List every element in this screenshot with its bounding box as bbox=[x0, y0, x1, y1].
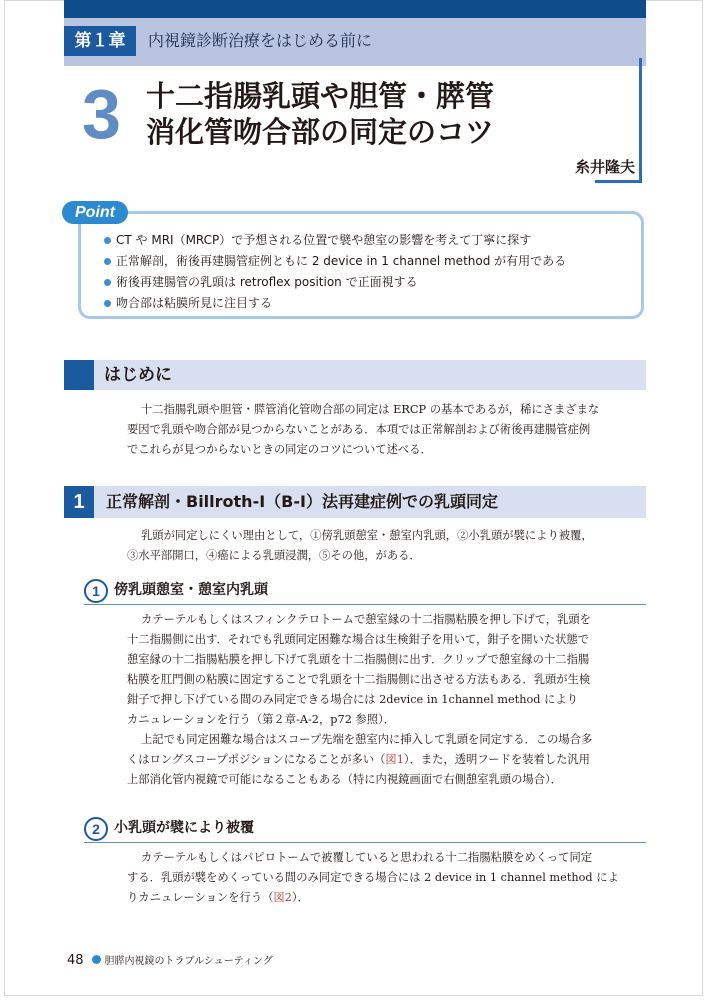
text-line bbox=[127, 750, 647, 770]
text-line: 十二指腸乳頭や胆管・膵管消化管吻合部の同定は ERCP の基本であるが，稀にさまざまな bbox=[141, 403, 600, 416]
chapter-label: 第１章 bbox=[64, 26, 136, 56]
chapter-title: 内視鏡診断治療をはじめる前に bbox=[148, 31, 373, 50]
intro-heading bbox=[64, 360, 646, 390]
point-item: CT や MRI（MRCP）で予想される位置で襞や憩室の影響を考えて丁寧に探す bbox=[104, 230, 566, 251]
figure-2-link[interactable]: 図2 bbox=[273, 891, 292, 904]
point-item: 正常解剖，術後再建腸管症例ともに 2 device in 1 channel method が有用である bbox=[104, 251, 566, 272]
page-number: 48 bbox=[67, 953, 84, 968]
text-line: 粘膜を肛門側の粘膜に固定することで乳頭を十二指腸側に出させる方法もある．乳頭が生検 bbox=[127, 673, 591, 686]
subsection-number: 2 bbox=[84, 817, 108, 841]
text-fragment: くはロングスコープポジションになることが多い（ bbox=[127, 753, 386, 766]
text-line: 鉗子で押し下げている間のみ同定できる場合には 2device in 1channel method により bbox=[127, 693, 579, 706]
point-tag: Point bbox=[62, 201, 128, 224]
text-fragment: ）． bbox=[291, 891, 309, 904]
section-1-paragraph bbox=[127, 526, 647, 566]
intro-paragraph bbox=[127, 400, 647, 460]
chapter-top-bar bbox=[64, 0, 646, 18]
bullet-icon bbox=[92, 955, 101, 964]
title-rule-vertical bbox=[639, 58, 642, 183]
text-line: カテーテルもしくはスフィンクテロトームで憩室縁の十二指腸粘膜を押し下げて，乳頭を bbox=[141, 613, 591, 626]
subsection-2-heading-text: 小乳頭が襞により被覆 bbox=[114, 820, 254, 836]
article-number: 3 bbox=[82, 75, 121, 153]
point-list bbox=[104, 230, 566, 314]
text-line: 要因で乳頭や吻合部が見つからないことがある．本項では正常解剖および術後再建腸管症例 bbox=[127, 423, 591, 436]
page-footer bbox=[67, 953, 273, 970]
heading-marker bbox=[64, 360, 94, 390]
subsection-number: 1 bbox=[84, 579, 108, 603]
point-item: 吻合部は粘膜所見に注目する bbox=[104, 293, 566, 314]
subsection-2-heading bbox=[84, 816, 646, 843]
text-fragment: りカニュレーションを行う（ bbox=[127, 891, 274, 904]
title-rule-horizontal bbox=[595, 180, 642, 183]
text-line: 上部消化管内視鏡で可能になることもある（特に内視鏡画面で右側憩室乳頭の場合）． bbox=[127, 773, 562, 786]
text-line: カテーテルもしくはパピロトームで被覆していると思われる十二指腸粘膜をめくって同定 bbox=[141, 851, 593, 864]
point-item: 術後再建腸管の乳頭は retroflex position で正面視する bbox=[104, 272, 566, 293]
article-title-line-2: 消化管吻合部の同定のコツ bbox=[146, 115, 495, 149]
section-1-heading bbox=[64, 486, 646, 518]
subsection-1-heading-text: 傍乳頭憩室・憩室内乳頭 bbox=[114, 582, 268, 598]
text-line: ③水平部開口，④癌による乳頭浸潤，⑤その他，がある． bbox=[127, 549, 421, 562]
subsection-2-paragraph bbox=[127, 848, 647, 908]
text-fragment: ）．また，透明フードを装着した汎用 bbox=[403, 753, 590, 766]
text-line bbox=[127, 888, 647, 908]
section-number: 1 bbox=[64, 486, 94, 518]
intro-heading-text: はじめに bbox=[104, 365, 172, 385]
text-line: でこれらが見つからないときの同定のコツについて述べる． bbox=[127, 443, 432, 456]
text-line: 上記でも同定困難な場合はスコープ先端を憩室内に挿入して乳頭を同定する．この場合多 bbox=[141, 733, 593, 746]
text-line: する．乳頭が襞をめくっている間のみ同定できる場合には 2 device in 1 channel method によ bbox=[127, 871, 619, 884]
text-line: カニュレーションを行う（第２章-A-2，p72 参照）． bbox=[127, 713, 396, 726]
subsection-1-heading bbox=[84, 578, 646, 605]
figure-1-link[interactable]: 図1 bbox=[385, 753, 404, 766]
text-line: 乳頭が同定しにくい理由として，①傍乳頭憩室・憩室内乳頭，②小乳頭が襞により被覆， bbox=[141, 529, 593, 542]
article-title-line-1: 十二指腸乳頭や胆管・膵管 bbox=[146, 79, 495, 113]
subsection-1-paragraph bbox=[127, 610, 647, 790]
author-name: 糸井隆夫 bbox=[574, 158, 635, 176]
book-title: 胆膵内視鏡のトラブルシューティング bbox=[104, 956, 273, 967]
section-1-heading-text: 正常解剖・Billroth-Ⅰ（B-Ⅰ）法再建症例での乳頭同定 bbox=[106, 492, 498, 511]
text-line: 憩室縁の十二指腸粘膜を押し下げて乳頭を十二指腸側に出す．クリップで憩室縁の十二指腸 bbox=[127, 653, 590, 666]
text-line: 十二指腸側に出す．それでも乳頭同定困難な場合は生検鉗子を用いて，鉗子を開いた状態で bbox=[127, 633, 590, 646]
